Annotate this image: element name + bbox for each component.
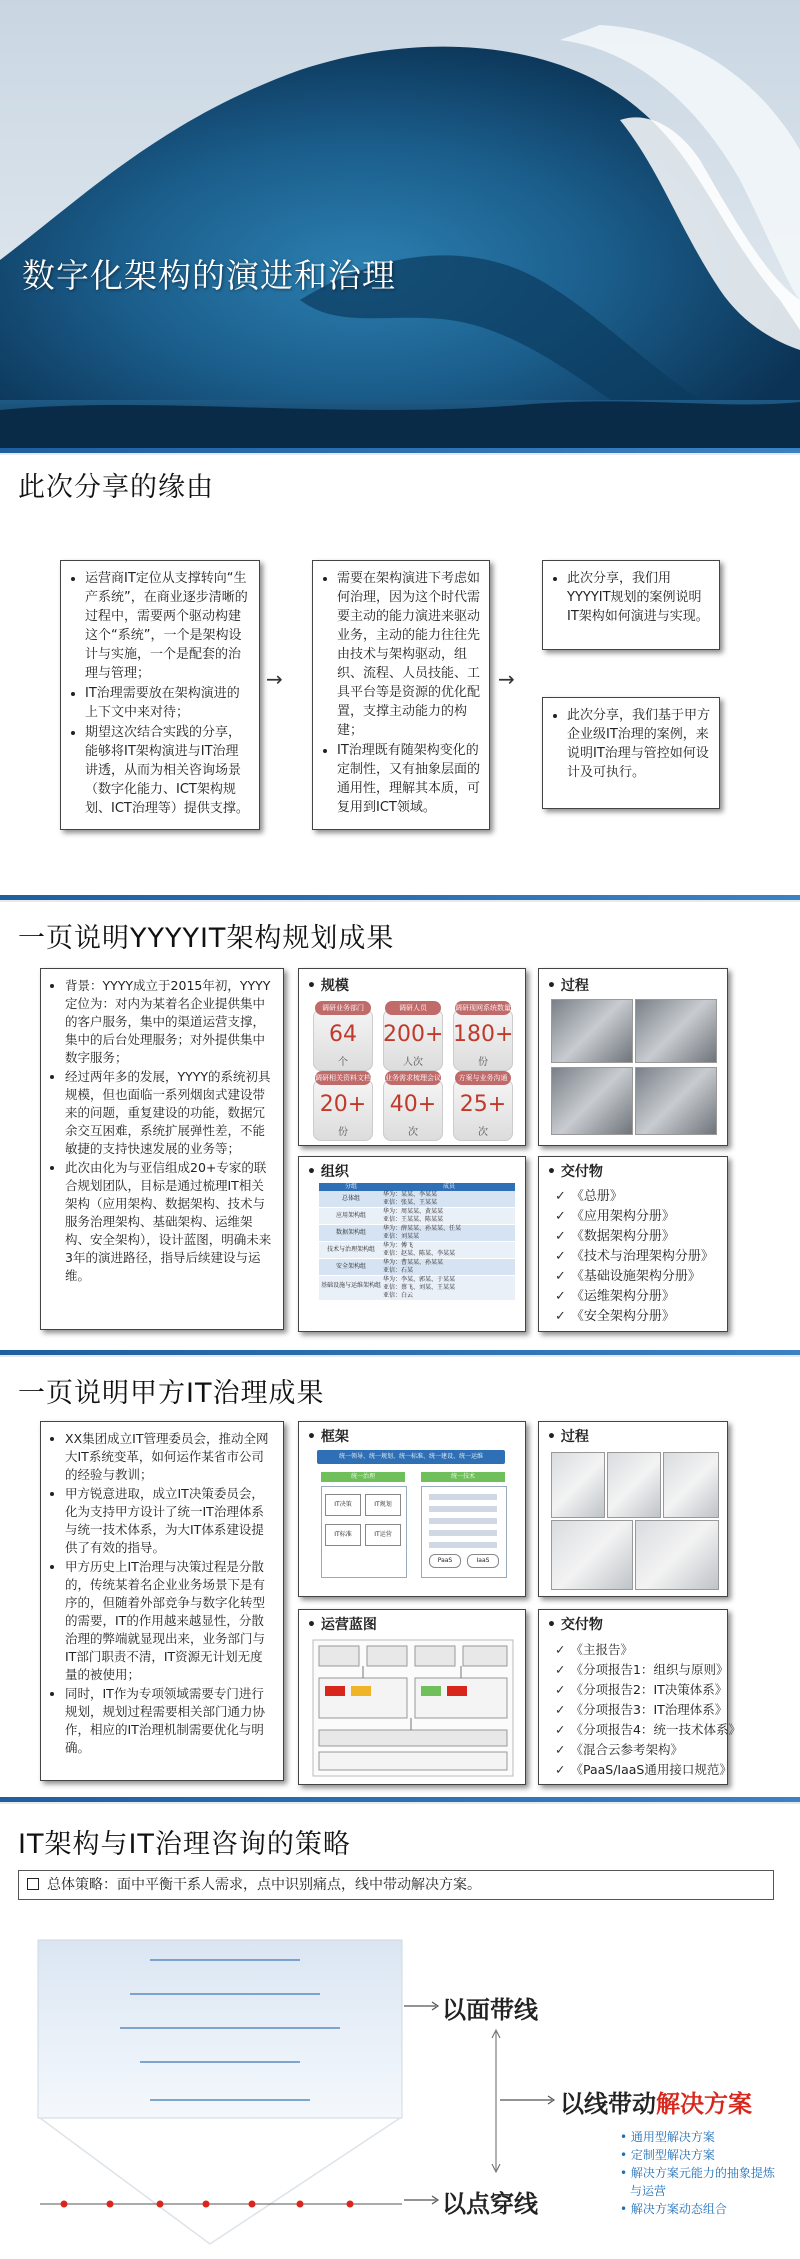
bullet: • 经过两年多的发展，YYYY的系统初具规模，但也面临一系列烟囱式建设带来的问题，重复建设的功能，数据冗余交互困难，系统扩展弹性差，不能敏捷的支持快速发展的业务等； — [65, 1068, 275, 1158]
bullet: • IT治理需要放在架构演进的上下文中来对待； — [85, 684, 249, 722]
bullet: • 需要在架构演进下考虑如何治理，因为这个时代需要主动的能力演进来驱动业务，主动的能力往往先由技术与架构驱动，组织、流程、人员技能、工具平台等是资源的优化配置，支撑主动能力的构建； — [337, 569, 481, 740]
label-face-to-line: 以面带线 — [442, 1996, 538, 2024]
list-item: • 通用型解决方案 — [620, 2130, 715, 2144]
org-table — [319, 1183, 515, 1300]
list-item: ✓ 《分项报告4：统一技术体系》 — [555, 1722, 741, 1737]
stat-documents: 调研相关资料文档 20+ 份 — [313, 1079, 373, 1141]
stat-departments: 调研业务部门 64 个 — [313, 1009, 373, 1071]
list-item: ✓ 《安全架构分册》 — [555, 1309, 675, 1324]
list-item: • 解决方案元能力的抽象提炼与运营 — [620, 2166, 775, 2198]
list-item: ✓ 《数据架构分册》 — [555, 1229, 675, 1244]
check-icon: ✓ — [555, 1642, 566, 1657]
divider-bar — [0, 1797, 800, 1802]
stat-communication: 方案与业务沟通 25+ 次 — [453, 1079, 513, 1141]
slide-title: 此次分享的缘由 — [18, 472, 214, 503]
scale-heading: • 规模 — [307, 978, 349, 994]
arrow-right-icon: → — [266, 667, 283, 691]
slide-title: 一页说明YYYYIT架构规划成果 — [18, 923, 395, 954]
bullet: • 同时，IT作为专项领域需要专门进行规划，规划过程需要相关部门通力协作，相应的IT治理机制需要优化与明确。 — [65, 1685, 275, 1757]
deliverables-card — [538, 1156, 728, 1332]
org-col-members: 成员 — [442, 1183, 455, 1190]
deliverables-heading: • 交付物 — [547, 1617, 603, 1633]
org-heading: • 组织 — [307, 1164, 349, 1180]
divider-bar — [0, 1350, 800, 1355]
bullet: • XX集团成立IT管理委员会，推动全网大IT系统变革，如何运作某省市公司的经验与教训； — [65, 1430, 275, 1484]
list-item: ✓ 《运维架构分册》 — [555, 1289, 675, 1304]
cover-title: 数字化架构的演进和治理 — [22, 256, 396, 295]
bullet: • 甲方锐意进取，成立IT决策委员会，化为支持甲方设计了统一IT治理体系与统一技术体系，为大IT体系建设提供了有效的指导。 — [65, 1485, 275, 1557]
slide-title: 一页说明甲方IT治理成果 — [18, 1378, 325, 1409]
reason-box-4 — [542, 697, 720, 809]
whiteboard-photo — [551, 1520, 633, 1590]
reason-box-3 — [542, 560, 720, 650]
meeting-photo — [635, 1067, 717, 1135]
blueprint-diagram — [311, 1638, 515, 1778]
bullet: • 甲方历史上IT治理与决策过程是分散的，传统某着名企业业务场景下是有序的，但随着外部竞争与数字化转型的需要，IT的作用越来越显性，分散治理的弊端就显现出来，业务部门与IT部门职责不清，IT资源无计划无度量的被使用； — [65, 1558, 275, 1684]
arrow-right-icon: → — [498, 667, 515, 691]
check-icon: ✓ — [555, 1722, 566, 1737]
process-heading: • 过程 — [547, 1429, 589, 1445]
bullet: • 背景：YYYY成立于2015年初，YYYY定位为：对内为某着名企业提供集中的客户服务，集中的渠道运营支撑，集中的后台处理服务；对外提供集中数字服务； — [65, 977, 275, 1067]
blueprint-card — [298, 1609, 526, 1785]
list-item: ✓ 《分项报告3：IT治理体系》 — [555, 1702, 728, 1717]
divider-bar — [0, 448, 800, 453]
slide-strategy — [0, 1804, 800, 2259]
process-heading: • 过程 — [547, 978, 589, 994]
check-icon: ✓ — [555, 1662, 566, 1677]
check-icon: ✓ — [555, 1762, 566, 1777]
check-icon: ✓ — [555, 1189, 566, 1204]
meeting-photo — [551, 999, 633, 1063]
process-card — [538, 968, 728, 1146]
frame-diagram: 统一领导、统一规划、统一标准、统一建设、统一运维 统一治理 统一技术 IT决策 IT规划 IT标准 IT运营 PaaS IaaS — [313, 1450, 513, 1590]
background-box — [40, 968, 284, 1330]
label-line-driven: 以线带动解决方案 — [560, 2090, 752, 2118]
table-row: 数据架构组 华为：薛某某、孙某某、任某 亚信：刘某某 — [319, 1225, 515, 1242]
divider-bar — [0, 895, 800, 900]
list-item: ✓ 《分项报告2：IT决策体系》 — [555, 1682, 728, 1697]
table-row: 总体组 华为：某某、李某某 亚信：张某、王某某 — [319, 1191, 515, 1208]
list-item: ✓ 《总册》 — [555, 1189, 623, 1204]
whiteboard-photo — [607, 1452, 661, 1518]
whiteboard-photo — [663, 1452, 719, 1518]
check-icon: ✓ — [555, 1269, 566, 1284]
list-item: ✓ 《技术与治理架构分册》 — [555, 1249, 714, 1264]
blueprint-heading: • 运营蓝图 — [307, 1617, 377, 1633]
bullet: • 运营商IT定位从支撑转向“生产系统”，在商业逐步清晰的过程中，需要两个驱动构建这个“系统”，一个是架构设计与实施，一个是配套的治理与管理； — [85, 569, 249, 683]
frame-technology: 统一技术 — [421, 1472, 505, 1482]
bullet: • 此次分享，我们基于甲方企业级IT治理的案例，来说明IT治理与管控如何设计及可执行。 — [567, 706, 711, 782]
whiteboard-photo — [635, 1520, 719, 1590]
frame-top-banner: 统一领导、统一规划、统一标准、统一建设、统一运维 — [317, 1450, 505, 1464]
solution-list — [620, 2128, 780, 2218]
reason-box-1 — [60, 560, 260, 830]
bullet: • 期望这次结合实践的分享，能够将IT架构演进与IT治理讲透，从而为相关咨询场景（数字化能力、ICT架构规划、ICT治理等）提供支撑。 — [85, 723, 249, 818]
check-icon: ✓ — [555, 1682, 566, 1697]
table-row: 安全架构组 华为：曹某某、孙某某 亚信：石某 — [319, 1259, 515, 1276]
check-icon: ✓ — [555, 1229, 566, 1244]
list-item: • 定制型解决方案 — [620, 2148, 715, 2162]
governance-box — [40, 1421, 284, 1781]
process-card — [538, 1421, 728, 1597]
scale-card — [298, 968, 526, 1146]
label-point-to-line: 以点穿线 — [442, 2190, 538, 2218]
stat-meetings: 业务需求梳理会议 40+ 次 — [383, 1079, 443, 1141]
org-col-group: 分组 — [344, 1183, 357, 1190]
strategy-box — [18, 1870, 774, 1900]
slide-governance — [0, 1357, 800, 1797]
stat-people: 调研人员 200+ 人次 — [383, 1009, 443, 1071]
deliverables-heading: • 交付物 — [547, 1164, 603, 1180]
table-row: 基础设施与运维架构组 华为：李某、郭某、于某某 亚信：蔡飞、刘某、王某某 亚信：白云 — [319, 1276, 515, 1300]
cover-slide — [0, 0, 800, 448]
stat-systems: 调研现网系统数量 180+ 份 — [453, 1009, 513, 1071]
table-row: 技术与治理架构组 华为：傅飞 亚信：赵某、陈某、李某某 — [319, 1242, 515, 1259]
whiteboard-photo — [551, 1452, 605, 1518]
frame-card — [298, 1421, 526, 1597]
meeting-photo — [635, 999, 717, 1063]
slide-title: IT架构与IT治理咨询的策略 — [18, 1829, 351, 1860]
list-item: ✓ 《应用架构分册》 — [555, 1209, 675, 1224]
check-icon: ✓ — [555, 1249, 566, 1264]
checkbox-icon — [27, 1878, 39, 1890]
org-card — [298, 1156, 526, 1332]
list-item: ✓ 《混合云参考架构》 — [555, 1742, 683, 1757]
list-item: • 解决方案动态组合 — [620, 2202, 727, 2216]
frame-heading: • 框架 — [307, 1429, 349, 1445]
wave-image — [0, 0, 800, 448]
list-item: ✓ 《分项报告1：组织与原则》 — [555, 1662, 729, 1677]
deliverables-card — [538, 1609, 741, 1785]
check-icon: ✓ — [555, 1702, 566, 1717]
reason-box-2 — [312, 560, 490, 830]
slide-reason — [0, 455, 800, 895]
check-icon: ✓ — [555, 1742, 566, 1757]
check-icon: ✓ — [555, 1209, 566, 1224]
bullet: • 此次分享，我们用YYYYIT规划的案例说明IT架构如何演进与实现。 — [567, 569, 711, 626]
list-item: ✓ 《主报告》 — [555, 1642, 633, 1657]
list-item: ✓ 《基础设施架构分册》 — [555, 1269, 701, 1284]
check-icon: ✓ — [555, 1289, 566, 1304]
table-row: 应用架构组 华为：周某某、黄某某 亚信：王某某、陈某某 — [319, 1208, 515, 1225]
strategy-text: 总体策略：面中平衡干系人需求，点中识别痛点，线中带动解决方案。 — [47, 1877, 481, 1893]
slide-yyyy — [0, 902, 800, 1350]
bullet: • IT治理既有随架构变化的定制性，又有抽象层面的通用性，理解其本质，可复用到ICT领域。 — [337, 741, 481, 817]
frame-governance: 统一治理 — [321, 1472, 405, 1482]
meeting-photo — [551, 1067, 633, 1135]
list-item: ✓ 《PaaS/IaaS通用接口规范》 — [555, 1762, 732, 1777]
check-icon: ✓ — [555, 1309, 566, 1324]
bullet: • 此次由化为与亚信组成20+专家的联合规划团队，目标是通过梳理IT相关架构（应用架构、数据架构、技术与服务治理架构、基础架构、运维架构、安全架构），设计蓝图，明确未来3年的演进路径，指导后续建设与运维。 — [65, 1159, 275, 1285]
